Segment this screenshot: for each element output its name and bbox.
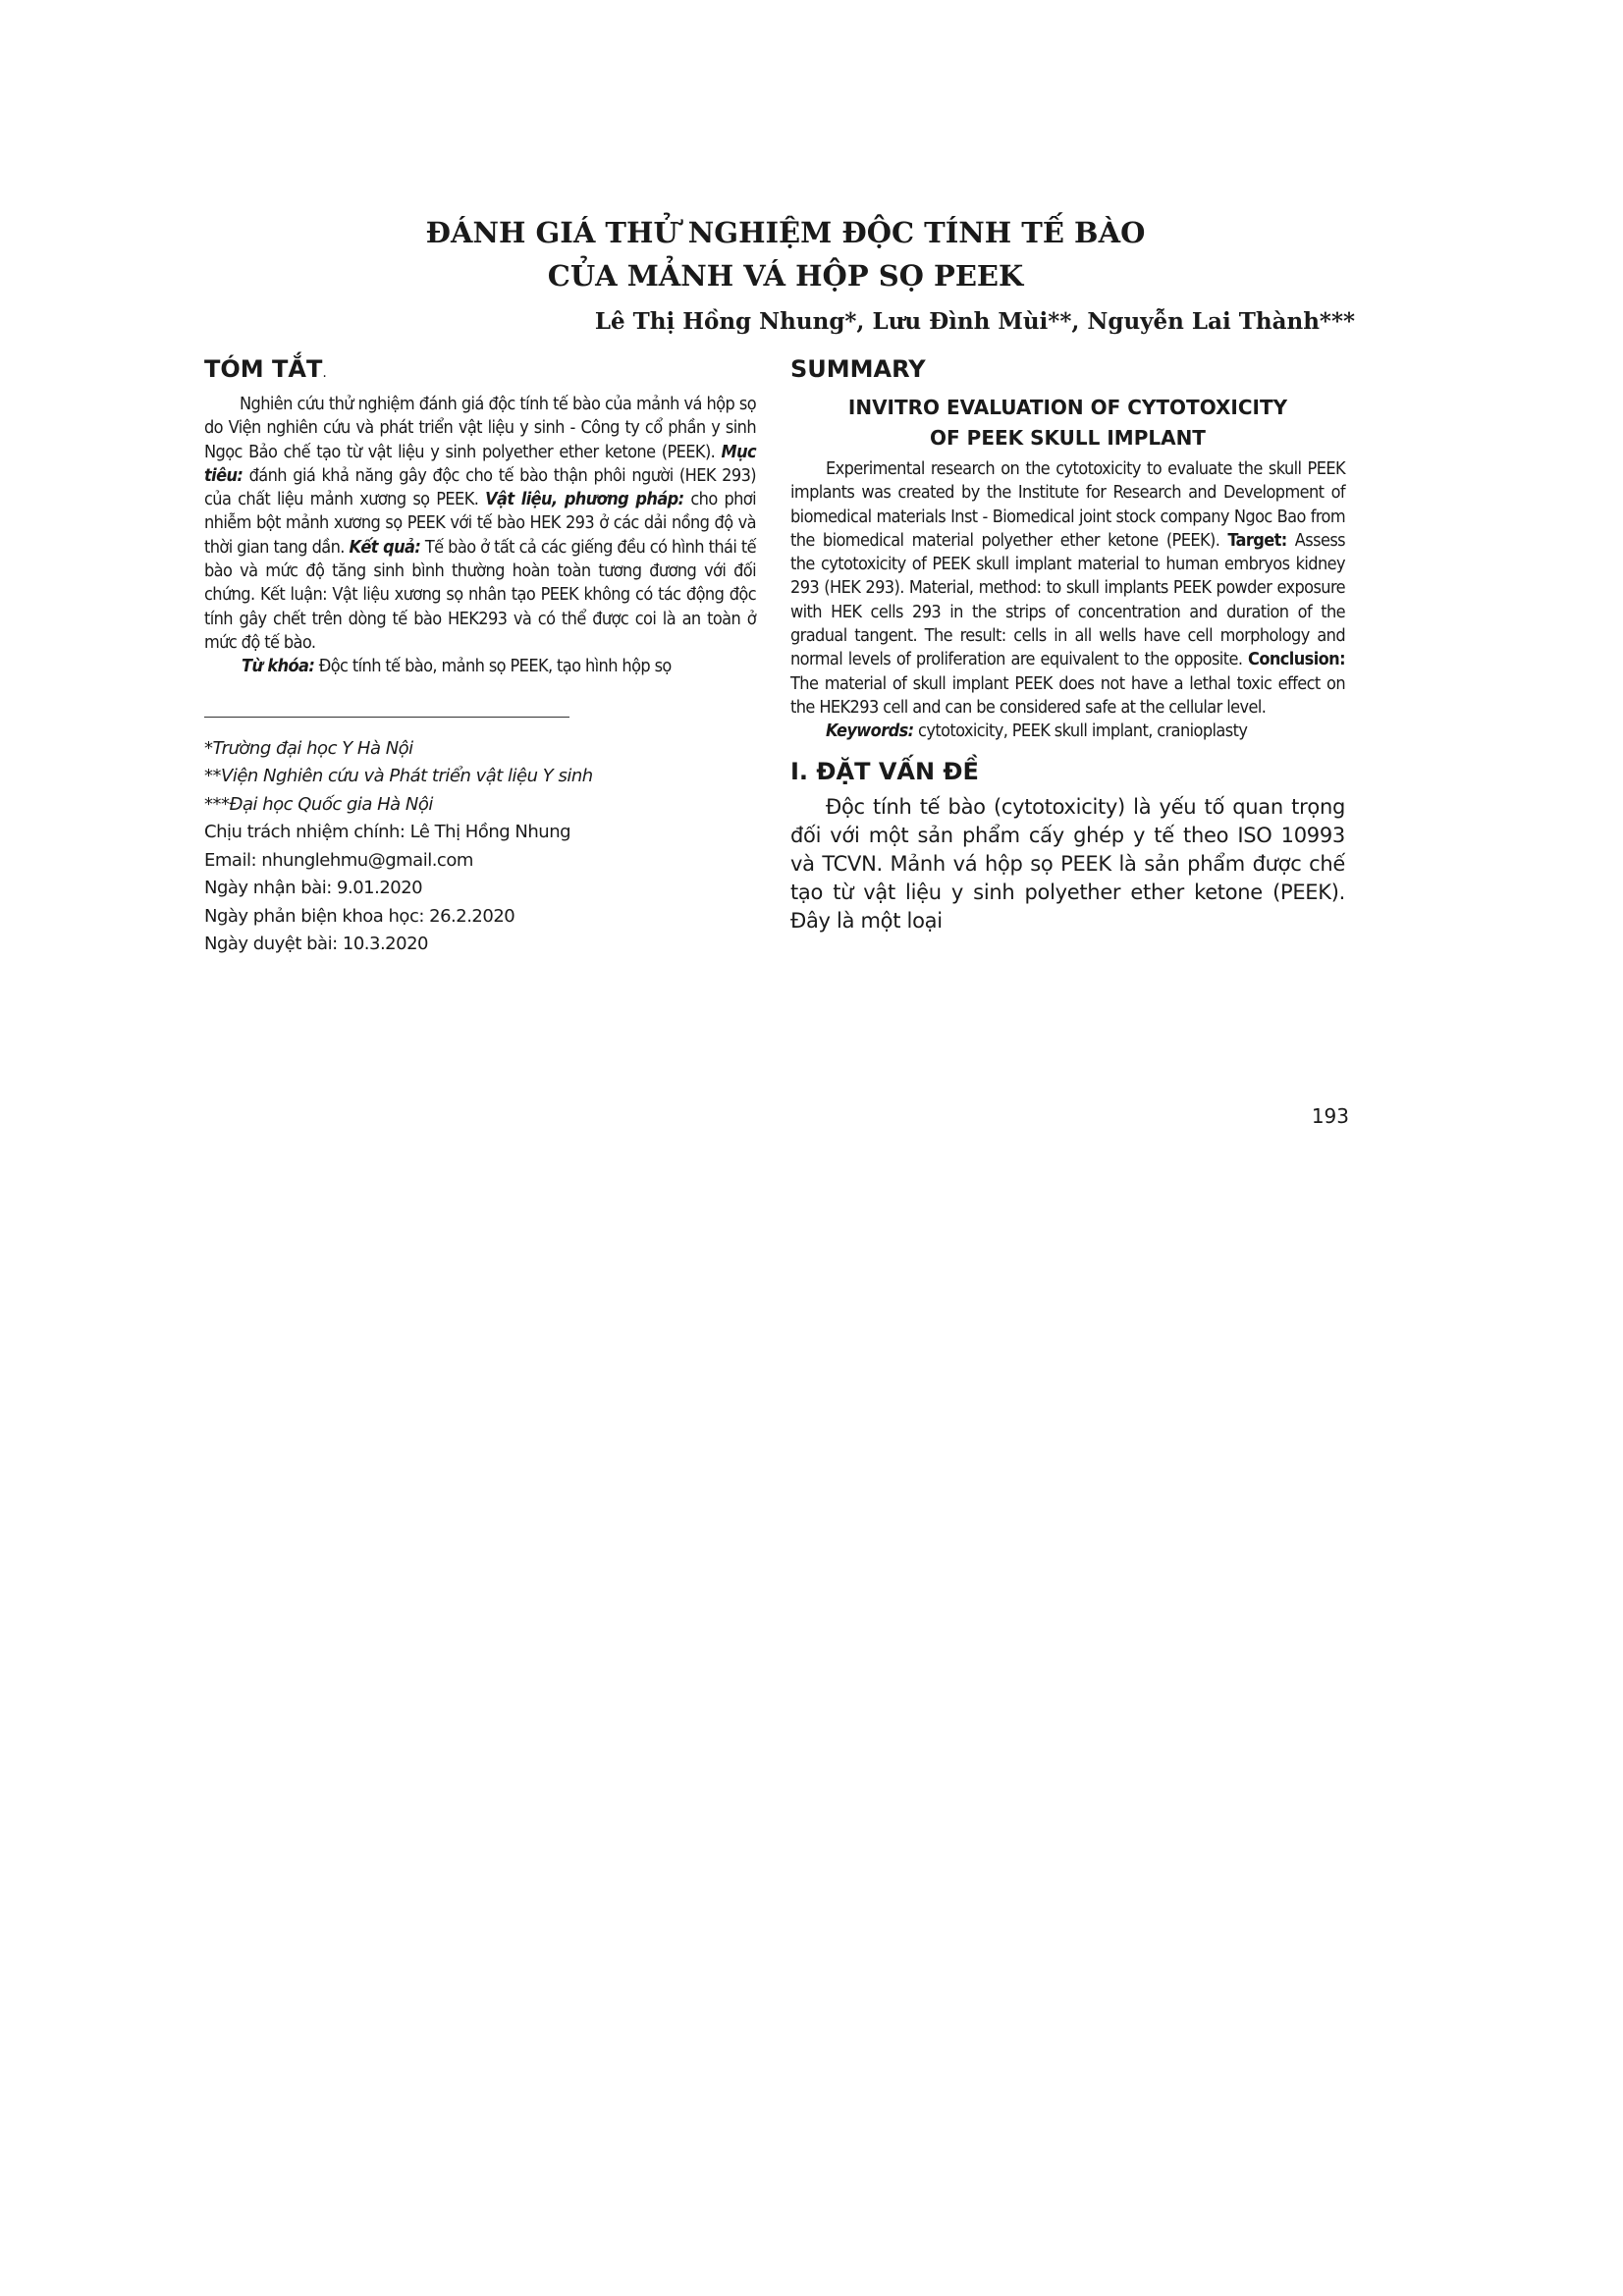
summary-title-line-2: OF PEEK SKULL IMPLANT — [930, 426, 1206, 450]
abstract-vi-paragraph — [204, 393, 756, 655]
title-line-2: CỦA MẢNH VÁ HỘP SỌ PEEK — [547, 259, 1024, 293]
page-number: 193 — [1311, 1104, 1349, 1128]
abstract-heading-text: TÓM TẮT — [204, 355, 323, 383]
target-label: Target: — [1227, 529, 1287, 551]
title-line-1: ĐÁNH GIÁ THỬ NGHIỆM ĐỘC TÍNH TẾ BÀO — [425, 216, 1146, 249]
section-1-heading: I. ĐẶT VẤN ĐỀ — [790, 757, 979, 785]
author-list: Lê Thị Hồng Nhung*, Lưu Đình Mùi**, Nguyễn Lai Thành*** — [594, 308, 1355, 335]
keywords-vi-text: Độc tính tế bào, mảnh sọ PEEK, tạo hình hộp sọ — [318, 656, 672, 677]
conclusion-text: The material of skull implant PEEK does not have a lethal toxic effect on the HEK293 cell and can be considered safe at the cellular level. — [790, 672, 1345, 718]
summary-title — [790, 393, 1345, 454]
email: Email: nhunglehmu@gmail.com — [204, 849, 473, 871]
keywords-en — [790, 720, 1345, 743]
objective-label: Mục tiêu: — [204, 441, 756, 486]
left-column — [204, 355, 756, 959]
keywords-vi-label: Từ khóa: — [242, 656, 315, 677]
methods-label: Vật liệu, phương pháp: — [485, 489, 684, 510]
conclusion-label: Conclusion: — [1248, 649, 1345, 670]
corresponding-author: Chịu trách nhiệm chính: Lê Thị Hồng Nhung — [204, 822, 571, 843]
summary-intro: Experimental research on the cytotoxicity to evaluate the skull PEEK implants was created by the Institute for Research and Development of biomedical materials Inst - Biomedical joint stock company Ngoc Bao from the biomedical material polyether ether ketone (PEEK). — [790, 458, 1345, 551]
right-column — [790, 355, 1345, 935]
keywords-vi — [204, 655, 756, 678]
abstract-heading — [204, 355, 756, 383]
results-label: Kết quả: — [349, 536, 421, 558]
affiliation-1: *Trường đại học Y Hà Nội — [204, 737, 413, 759]
date-accepted: Ngày duyệt bài: 10.3.2020 — [204, 934, 428, 955]
section-1-text: Độc tính tế bào (cytotoxicity) là yếu tố quan trọng đối với một sản phẩm cấy ghép y tế theo ISO 10993 và TCVN. Mảnh vá hộp sọ PEEK là sản phẩm được chế tạo từ vật liệu y sinh polyether ether ketone (PEEK). Đây là một loại — [790, 794, 1345, 933]
results-text: Tế bào ở tất cả các giếng đều có hình thái tế bào và mức độ tăng sinh bình thường hoàn toàn tương đương với đối chứng. Kết luận: Vật liệu xương sọ nhân tạo PEEK không có tác động độc tính gây chết trên dòng tế bào HEK293 và có thể được coi là an toàn ở mức độ tế bào. — [204, 536, 756, 653]
heading-dot: . — [322, 365, 327, 381]
abstract-intro: Nghiên cứu thử nghiệm đánh giá độc tính tế bào của mảnh vá hộp sọ do Viện nghiên cứu và phát triển vật liệu y sinh - Công ty cổ phần y sinh Ngọc Bảo chế tạo từ vật liệu y sinh polyether ether ketone (PEEK). — [204, 394, 756, 462]
objective-text: đánh giá khả năng gây độc cho tế bào thận phôi người (HEK 293) của chất liệu mảnh xương sọ PEEK. — [204, 464, 757, 510]
date-received: Ngày nhận bài: 9.01.2020 — [204, 878, 423, 899]
keywords-en-text: cytotoxicity, PEEK skull implant, cranioplasty — [918, 721, 1248, 742]
affiliation-2: **Viện Nghiên cứu và Phát triển vật liệu Y sinh — [204, 766, 593, 787]
paper-title — [295, 211, 1276, 297]
date-reviewed: Ngày phản biện khoa học: 26.2.2020 — [204, 905, 515, 927]
target-text: Assess the cytotoxicity of PEEK skull implant material to human embryos kidney 293 (HEK 293). Material, method: to skull implants PEEK powder exposure with HEK cells 293 in the strips of concentration and duration of the gradual tangent. The result: cells in all wells have cell morphology and normal levels of proliferation are equivalent to the opposite. — [790, 529, 1345, 670]
methods-text: cho phơi nhiễm bột mảnh xương sọ PEEK với tế bào HEK 293 ở các dải nồng độ và thời gian tang dần. — [204, 489, 756, 558]
summary-heading: SUMMARY — [790, 355, 926, 383]
affiliation-3: ***Đại học Quốc gia Hà Nội — [204, 793, 433, 815]
footnote-divider — [204, 717, 569, 718]
keywords-en-label: Keywords: — [826, 721, 914, 742]
summary-paragraph — [790, 457, 1345, 720]
summary-title-line-1: INVITRO EVALUATION OF CYTOTOXICITY — [847, 396, 1288, 419]
